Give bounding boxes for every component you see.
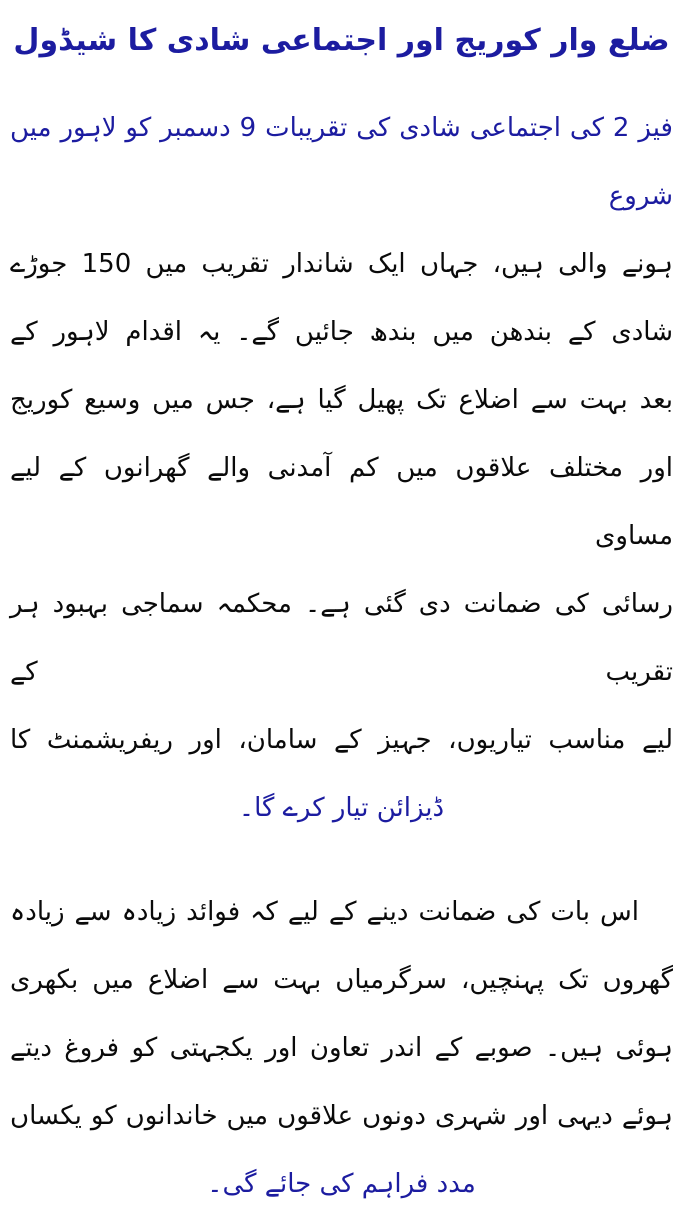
paragraph1-line-6: رسائی کی ضمانت دی گئی ہے۔ محکمہ سماجی بہبود ہر تقریب کے <box>10 589 673 687</box>
paragraph2-line-1: اس بات کی ضمانت دینے کے لیے کہ فوائد زیادہ سے زیادہ <box>10 897 639 927</box>
paragraph-1 <box>0 94 683 842</box>
article-title: ضلع وار کوریج اور اجتماعی شادی کا شیڈول <box>13 23 670 58</box>
paragraph2-line-3: ہوئی ہیں۔ صوبے کے اندر تعاون اور یکجہتی کو فروغ دیتے <box>10 1033 673 1063</box>
paragraph1-line-3: شادی کے بندھن میں بندھ جائیں گے۔ یہ اقدام لاہور کے <box>10 317 673 347</box>
paragraph2-line-4: ہوئے دیہی اور شہری دونوں علاقوں میں خاندانوں کو یکساں <box>10 1101 673 1131</box>
paragraph1-line-7: لیے مناسب تیاریوں، جہیز کے سامان، اور ریفریشمنٹ کا <box>10 725 673 755</box>
paragraph-2 <box>0 878 683 1218</box>
paragraph1-line-4: بعد بہت سے اضلاع تک پھیل گیا ہے، جس میں وسیع کوریج <box>10 385 673 415</box>
paragraph1-line-2: ہونے والی ہیں، جہاں ایک شاندار تقریب میں 150 جوڑے <box>10 249 673 279</box>
paragraph1-line-5: اور مختلف علاقوں میں کم آمدنی والے گھرانوں کے لیے مساوی <box>10 453 673 551</box>
paragraph1-line-1: فیز 2 کی اجتماعی شادی کی تقریبات 9 دسمبر کو لاہور میں شروع <box>10 113 673 211</box>
paragraph2-line-2: گھروں تک پہنچیں، سرگرمیاں بہت سے اضلاع میں بکھری <box>10 965 673 995</box>
paragraph1-closing-line: ڈیزائن تیار کرے گا۔ <box>238 793 445 823</box>
paragraph2-closing-line: مدد فراہم کی جائے گی۔ <box>207 1169 476 1199</box>
